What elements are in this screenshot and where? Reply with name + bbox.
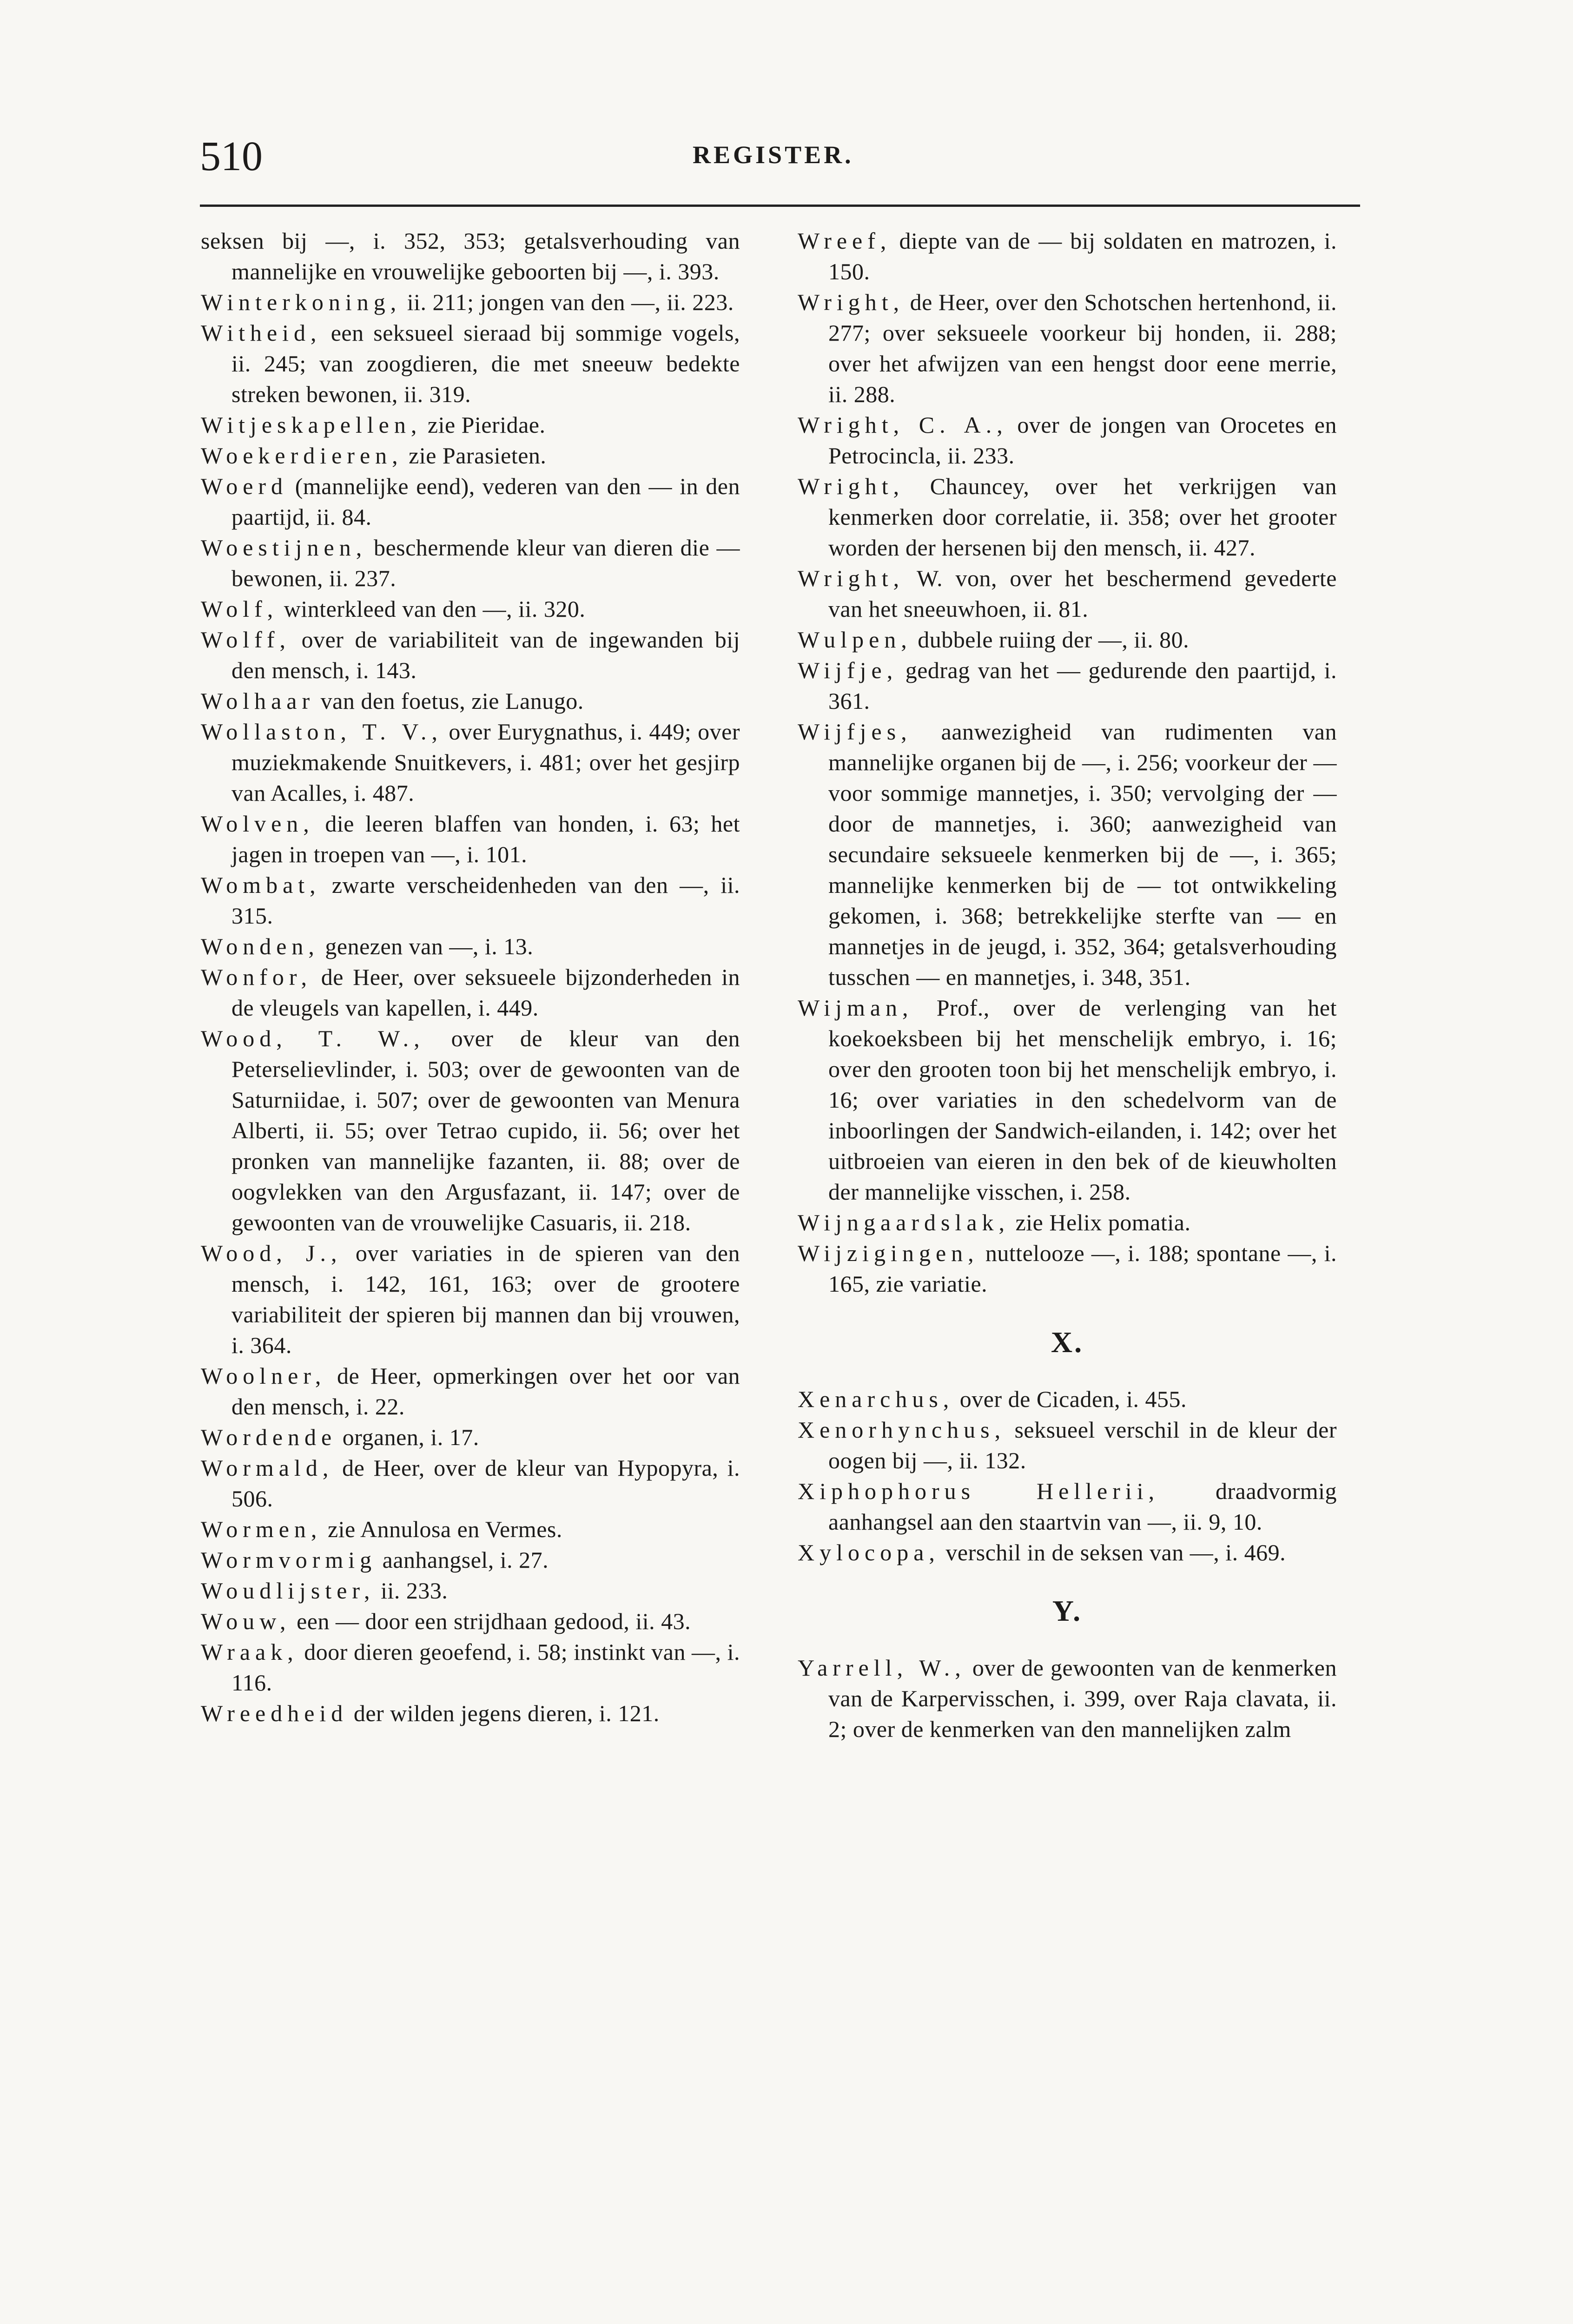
index-entry [201, 287, 740, 317]
header-rule [200, 205, 1360, 207]
index-entry [201, 532, 740, 594]
index-entry [201, 1575, 740, 1606]
section-heading-y: Y. [1052, 1594, 1083, 1627]
entry-list-right-x [798, 1384, 1337, 1568]
index-entry [798, 655, 1337, 716]
entry-headword: Woekerdieren, [201, 442, 403, 469]
right-column [798, 225, 1337, 1744]
index-entry [201, 1637, 740, 1698]
index-entry [201, 1514, 740, 1545]
entry-headword: Wright, [798, 565, 905, 591]
entry-text: over de Cicaden, i. 455. [959, 1386, 1187, 1412]
entry-text: organen, i. 17. [342, 1424, 479, 1450]
entry-text: draadvormig aanhangsel aan den staartvin van —, ii. 9, 10. [828, 1478, 1337, 1535]
running-head: REGISTER. [693, 141, 854, 169]
entry-headword: Yarrell, W., [798, 1655, 966, 1681]
index-entry [201, 931, 740, 962]
entry-headword: Wombat, [201, 872, 321, 898]
index-entry [201, 1023, 740, 1238]
entry-headword: Wood, T. W., [201, 1025, 425, 1051]
entry-text: gedrag van het — gedurende den paartijd, i. 361. [828, 657, 1337, 714]
index-entry [201, 1606, 740, 1637]
entry-list-right-w [798, 225, 1337, 1299]
entry-headword: Woerd [201, 473, 288, 499]
entry-headword: Wulpen, [798, 627, 912, 653]
entry-text: verschil in de seksen van —, i. 469. [945, 1539, 1286, 1565]
entry-headword: Wijzigingen, [798, 1240, 979, 1266]
entry-text: seksen bij —, i. 352, 353; getalsverhouding van mannelijke en vrouwelijke geboorten bij —, i. 393. [201, 228, 740, 284]
index-entry [201, 624, 740, 686]
entry-text: zwarte verscheidenheden van den —, ii. 315. [231, 872, 740, 929]
entry-headword: Wijfjes, [798, 719, 912, 745]
index-entry [798, 992, 1337, 1207]
index-entry [798, 287, 1337, 409]
entry-headword: Xenarchus, [798, 1386, 954, 1412]
entry-text: genezen van —, i. 13. [325, 933, 534, 959]
entry-headword: Wood, J., [201, 1240, 342, 1266]
index-entry [798, 1384, 1337, 1414]
entry-headword: Wouw, [201, 1608, 291, 1634]
entry-text: de Heer, over den Schotschen hertenhond, ii. 277; over seksueele voorkeur bij honden, ii. 288; over het afwijzen van een hengst door eene merrie, ii. 288. [828, 289, 1337, 407]
entry-text: over variaties in de spieren van den mensch, i. 142, 161, 163; over de grootere variabiliteit der spieren bij mannen dan bij vrouwen, i. 364. [231, 1240, 740, 1358]
index-entry [201, 686, 740, 716]
entry-headword: Wolhaar [201, 688, 315, 714]
entry-text: nuttelooze —, i. 188; spontane —, i. 165, zie variatie. [828, 1240, 1337, 1297]
entry-text: ii. 211; jongen van den —, ii. 223. [407, 289, 734, 315]
entry-headword: Woudlijster, [201, 1578, 375, 1604]
left-column [201, 225, 740, 1729]
index-entry [798, 563, 1337, 624]
entry-text: over de variabiliteit van de ingewanden bij den mensch, i. 143. [231, 627, 740, 683]
index-entry [201, 1452, 740, 1514]
index-entry [201, 716, 740, 808]
entry-text: over Eurygnathus, i. 449; over muziekmakende Snuitkevers, i. 481; over het gesjirp van Acalles, i. 487. [231, 719, 740, 806]
entry-list-left [201, 225, 740, 1729]
index-entry [201, 594, 740, 624]
entry-text: Chauncey, over het verkrijgen van kenmerken door correlatie, ii. 358; over het grooter worden der hersenen bij den mensch, ii. 427. [828, 473, 1337, 561]
entry-text: een — door een strijdhaan gedood, ii. 43. [297, 1608, 691, 1634]
entry-text: over de kleur van den Peterselievlinder, i. 503; over de gewoonten van de Saturniidae, i. 507; over de gewoonten van Menura Alberti, ii. 55; over Tetrao cupido, ii. 56; over het pronken van mannelijke fazanten, ii. 88; over de oogvlekken van den Argusfazant, ii. 147; over de gewoonten van de vrouwelijke Casuaris, ii. 218. [231, 1025, 740, 1235]
entry-headword: Wollaston, T. V., [201, 719, 443, 745]
entry-text: aanhangsel, i. 27. [382, 1547, 549, 1573]
index-entry [201, 225, 740, 287]
index-entry [201, 1545, 740, 1575]
index-entry [798, 1207, 1337, 1238]
entry-headword: Wormald, [201, 1455, 334, 1481]
index-entry [201, 962, 740, 1023]
entry-text: die leeren blaffen van honden, i. 63; het jagen in troepen van —, i. 101. [231, 811, 740, 867]
entry-text: over de gewoonten van de kenmerken van de Karpervisschen, i. 399, over Raja clavata, ii. 2; over de kenmerken van den mannelijken zalm [828, 1655, 1337, 1742]
index-entry [201, 1360, 740, 1422]
entry-headword: Wormen, [201, 1516, 322, 1542]
entry-text: winterkleed van den —, ii. 320. [284, 596, 586, 622]
entry-text: de Heer, over seksueele bijzonderheden in de vleugels van kapellen, i. 449. [231, 964, 740, 1021]
entry-text: de Heer, opmerkingen over het oor van den mensch, i. 22. [231, 1363, 740, 1419]
index-entry [798, 1652, 1337, 1744]
entry-headword: Wolff, [201, 627, 291, 653]
entry-text: diepte van de — bij soldaten en matrozen, i. 150. [828, 228, 1337, 284]
entry-headword: Wordende [201, 1424, 337, 1450]
index-entry [201, 808, 740, 870]
entry-headword: Wolven, [201, 811, 314, 837]
entry-headword: Wolf, [201, 596, 278, 622]
entry-headword: Witheid, [201, 320, 322, 346]
entry-text: seksueel verschil in de kleur der oogen bij —, ii. 132. [828, 1417, 1337, 1473]
index-entry [798, 1414, 1337, 1476]
index-entry [201, 1238, 740, 1360]
entry-text: de Heer, over de kleur van Hypopyra, i. 506. [231, 1455, 740, 1512]
entry-text: zie Pieridae. [427, 412, 546, 438]
entry-headword: Wijman, [798, 995, 913, 1021]
entry-text: zie Annulosa en Vermes. [327, 1516, 562, 1542]
entry-text: W. von, over het beschermend gevederte van het sneeuwhoen, ii. 81. [828, 565, 1337, 622]
index-entry [201, 409, 740, 440]
entry-headword: Wreedheid [201, 1700, 348, 1726]
index-entry [201, 870, 740, 931]
entry-headword: Wijfje, [798, 657, 898, 683]
entry-headword: Xiphophorus Hellerii, [798, 1478, 1160, 1504]
index-entry [798, 225, 1337, 287]
entry-headword: Wraak, [201, 1639, 298, 1665]
entry-text: door dieren geoefend, i. 58; instinkt van —, i. 116. [231, 1639, 740, 1696]
entry-headword: Xenorhynchus, [798, 1417, 1006, 1443]
index-entry [798, 1238, 1337, 1299]
entry-headword: Wonden, [201, 933, 319, 959]
index-entry [201, 1422, 740, 1452]
index-entry [201, 317, 740, 409]
entry-text: zie Parasieten. [409, 442, 547, 469]
entry-headword: Wonfor, [201, 964, 312, 990]
entry-headword: Wreef, [798, 228, 892, 254]
section-heading-x: X. [1051, 1326, 1084, 1359]
entry-headword: Winterkoning, [201, 289, 402, 315]
entry-headword: Wright, C. A., [798, 412, 1008, 438]
index-entry [201, 1698, 740, 1729]
index-entry [798, 409, 1337, 471]
entry-headword: Witjeskapellen, [201, 412, 422, 438]
index-entry [798, 1537, 1337, 1568]
entry-headword: Xylocopa, [798, 1539, 940, 1565]
entry-list-right-y [798, 1652, 1337, 1744]
entry-headword: Woolner, [201, 1363, 326, 1389]
entry-text: van den foetus, zie Lanugo. [320, 688, 584, 714]
index-entry [798, 1476, 1337, 1537]
index-entry [798, 624, 1337, 655]
index-entry [201, 440, 740, 471]
entry-headword: Wormvormig [201, 1547, 377, 1573]
entry-text: Prof., over de verlenging van het koekoeksbeen bij het menschelijk embryo, i. 16; over den grooten toon bij het menschelijk embryo, i. 16; over variaties in den schedelvorm van de inboorlingen der Sandwich-eilanden, i. 142; over het uitbroeien van eieren in den bek of de kieuwholten der mannelijke visschen, i. 258. [828, 995, 1337, 1205]
entry-headword: Woestijnen, [201, 535, 367, 561]
entry-headword: Wright, [798, 473, 905, 499]
index-entry [798, 471, 1337, 563]
entry-text: een seksueel sieraad bij sommige vogels, ii. 245; van zoogdieren, die met sneeuw bedekte streken bewonen, ii. 319. [231, 320, 740, 407]
index-entry [798, 716, 1337, 992]
entry-headword: Wright, [798, 289, 905, 315]
entry-text: aanwezigheid van rudimenten van mannelijke organen bij de —, i. 256; voorkeur der — voor sommige mannetjes, i. 350; vervolging der — door de mannetjes, i. 360; aanwezigheid van secundaire seksueele kenmerken bij de —, i. 365; mannelijke kenmerken bij de — tot ontwikkeling gekomen, i. 368; betrekkelijke sterfte van — en mannetjes in de jeugd, i. 352, 364; getalsverhouding tusschen — en mannetjes, i. 348, 351. [828, 719, 1337, 990]
entry-text: zie Helix pomatia. [1015, 1209, 1191, 1235]
entry-text: over de jongen van Orocetes en Petrocincla, ii. 233. [828, 412, 1337, 469]
entry-headword: Wijngaardslak, [798, 1209, 1010, 1235]
entry-text: dubbele ruiing der —, ii. 80. [918, 627, 1190, 653]
index-entry [201, 471, 740, 532]
entry-text: ii. 233. [381, 1578, 448, 1604]
page-number: 510 [200, 133, 263, 179]
entry-text: der wilden jegens dieren, i. 121. [353, 1700, 660, 1726]
entry-text: beschermende kleur van dieren die — bewonen, ii. 237. [231, 535, 740, 591]
entry-text: (mannelijke eend), vederen van den — in den paartijd, ii. 84. [231, 473, 740, 530]
